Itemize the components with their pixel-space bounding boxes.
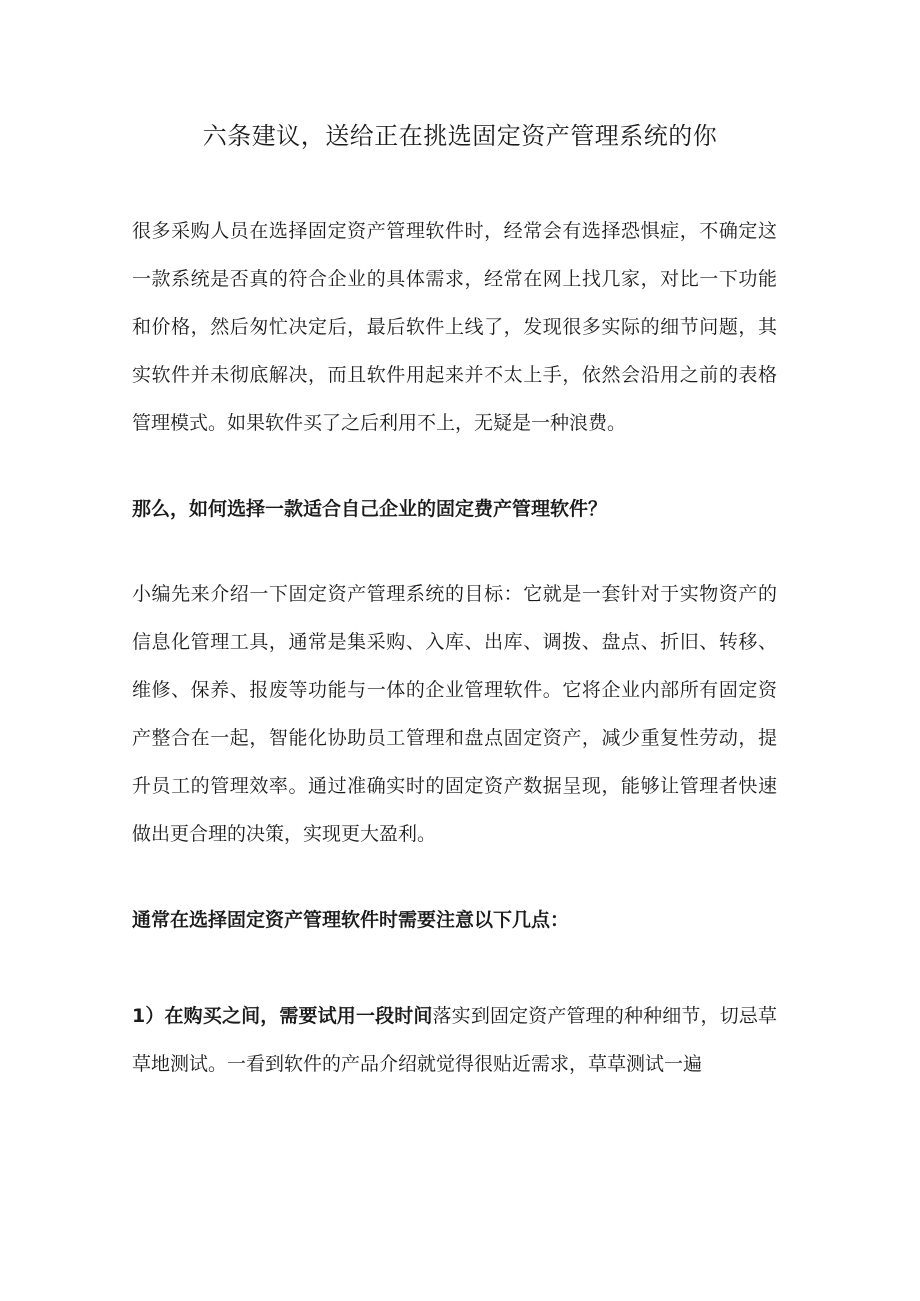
definition-paragraph: 小编先来介绍一下固定资产管理系统的目标：它就是一套针对于实物资产的信息化管理工具，通常是集采购、入库、出库、调拨、盘点、折旧、转移、维修、保养、报废等功能与一体的企业管理软件。它将企业内部所有固定资产整合在一起，智能化协助员工管理和盘点固定资产，减少重复性劳动，提升员工的管理效率。通过准确实时的固定资产数据呈现，能够让管理者快速做出更合理的决策，实现更大盈利。 xyxy=(132,583,777,845)
tip-1-paragraph xyxy=(132,992,777,1088)
document-title: 六条建议，送给正在挑选固定资产管理系统的你 xyxy=(202,122,718,150)
tip-1-lead: 1）在购买之间，需要试用一段时间 xyxy=(132,1005,433,1027)
tips-heading: 通常在选择固定资产管理软件时需要注意以下几点： xyxy=(132,909,570,931)
tip-1-body: 落实到固定资产管理的种种细节，切忌草草地测试。一看到软件的产品介绍就觉得很贴近需求，草草测试一遍 xyxy=(132,1005,777,1075)
question-heading: 那么，如何选择一款适合自己企业的固定费产管理软件？ xyxy=(132,498,608,520)
intro-paragraph: 很多采购人员在选择固定资产管理软件时，经常会有选择恐惧症，不确定这一款系统是否真的符合企业的具体需求，经常在网上找几家，对比一下功能和价格，然后匆忙决定后，最后软件上线了，发现很多实际的细节问题，其实软件并未彻底解决，而且软件用起来并不太上手，依然会沿用之前的表格管理模式。如果软件买了之后利用不上，无疑是一种浪费。 xyxy=(132,220,777,434)
